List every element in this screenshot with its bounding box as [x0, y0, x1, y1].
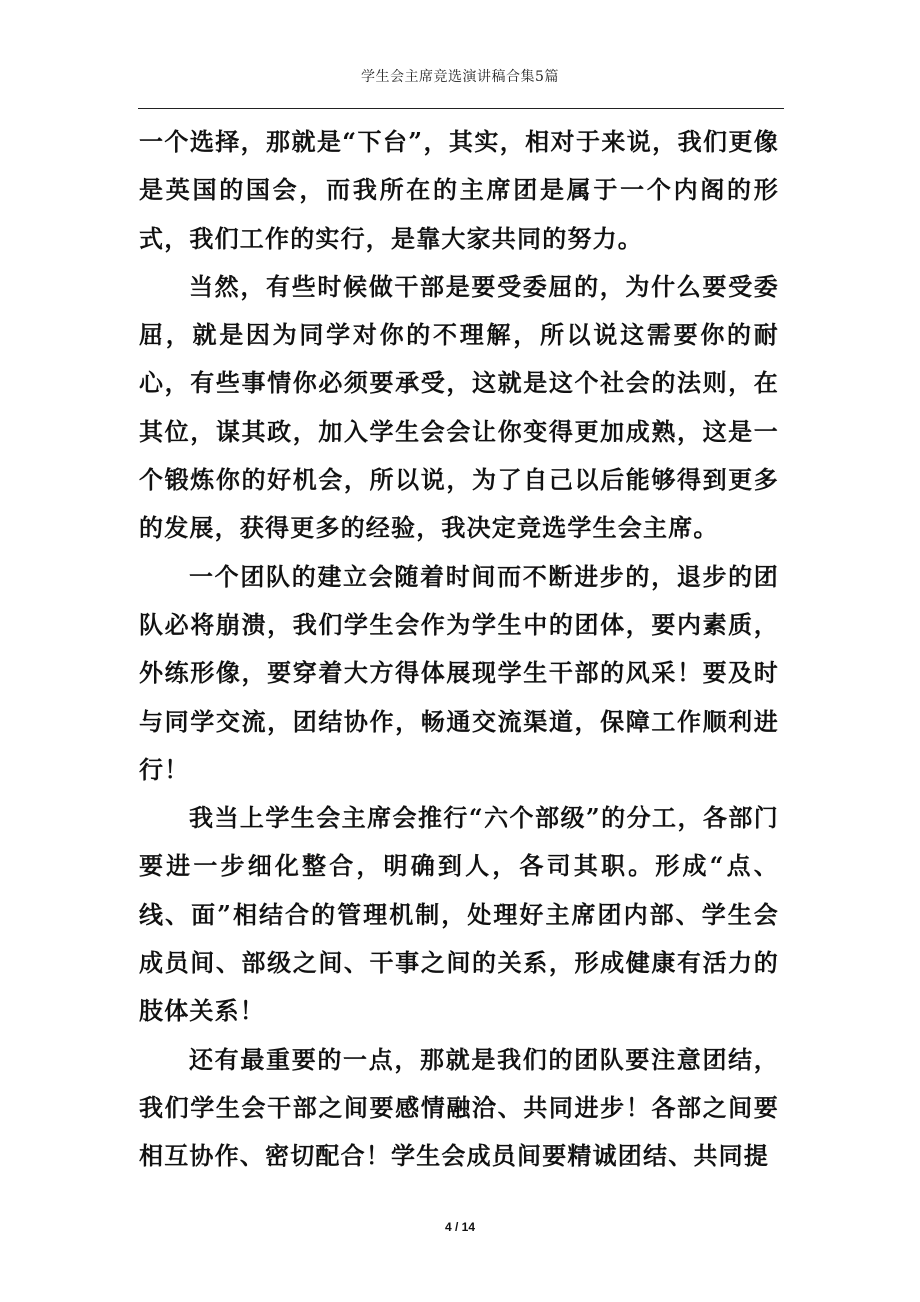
paragraph: 一个选择，那就是“下台”，其实，相对于来说，我们更像是英国的国会，而我所在的主席团是属于一个内阁的形式，我们工作的实行，是靠大家共同的努力。 [139, 127, 779, 253]
paragraph: 当然，有些时候做干部是要受委屈的，为什么要受委屈，就是因为同学对你的不理解，所以说这需要你的耐心，有些事情你必须要承受，这就是这个社会的法则，在其位，谋其政，加入学生会会让你变得更加成熟，这是一个锻炼你的好机会，所以说，为了自己以后能够得到更多的发展，获得更多的经验，我决定竞选学生会主席。 [139, 271, 779, 543]
document-body [139, 118, 779, 1181]
page-number: 4 / 14 [444, 1220, 476, 1234]
paragraph: 我当上学生会主席会推行“六个部级”的分工，各部门要进一步细化整合，明确到人，各司其职。形成“点、线、面”相结合的管理机制，处理好主席团内部、学生会成员间、部级之间、干事之间的关系，形成健康有活力的肢体关系！ [139, 803, 779, 1026]
paragraph: 一个团队的建立会随着时间而不断进步的，退步的团队必将崩溃，我们学生会作为学生中的团体，要内素质，外练形像，要穿着大方得体展现学生干部的风采！要及时与同学交流，团结协作，畅通交流渠道，保障工作顺利进行！ [139, 561, 779, 784]
paragraph: 还有最重要的一点，那就是我们的团队要注意团结，我们学生会干部之间要感情融洽、共同进步！各部之间要相互协作、密切配合！学生会成员间要精诚团结、共同提 [139, 1044, 779, 1171]
page-header-title: 学生会主席竞选演讲稿合集5篇 [361, 69, 559, 85]
header-divider [138, 108, 784, 109]
